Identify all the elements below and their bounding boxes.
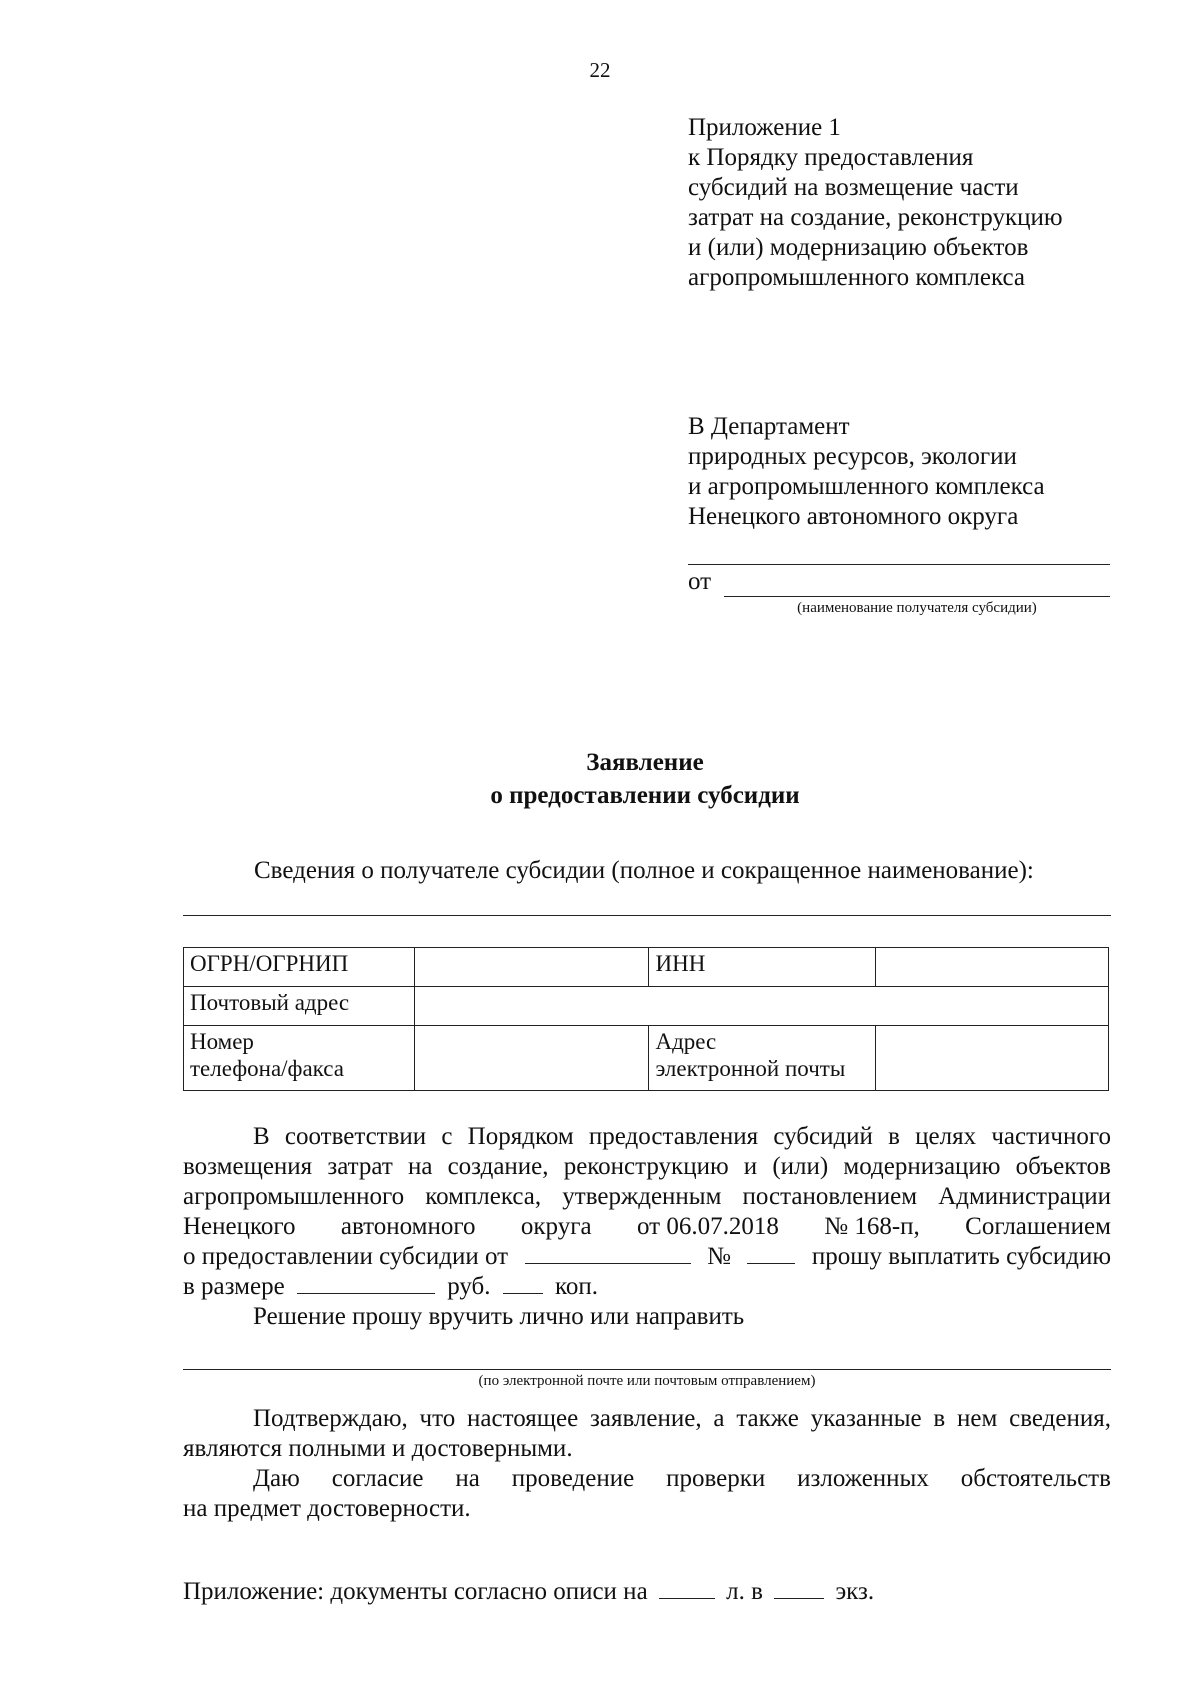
recipient-info-label: Сведения о получателе субсидии (полное и сокращенное наименование):	[254, 857, 1034, 884]
body-line: Подтверждаю, что настоящее заявление, а также указанные в нем сведения,	[253, 1405, 1111, 1432]
ogrn-field[interactable]	[414, 948, 649, 987]
body-line	[183, 1464, 1111, 1494]
body-line: на предмет достоверности.	[183, 1495, 471, 1522]
attachment-line	[183, 1577, 1111, 1607]
addressee-line: Ненецкого автономного округа	[688, 503, 1019, 530]
document-subtitle: о предоставлении субсидии	[490, 782, 800, 809]
addressee-blank-line[interactable]	[688, 564, 1110, 565]
from-label: от	[688, 568, 712, 595]
copies-label: экз.	[835, 1578, 875, 1605]
request-paragraph	[183, 1122, 1111, 1332]
body-word: Соглашением	[965, 1213, 1111, 1240]
appendix-line: Приложение 1	[688, 114, 841, 141]
body-word: проверки	[666, 1465, 766, 1492]
email-field[interactable]	[876, 1026, 1109, 1091]
postal-address-field[interactable]	[414, 987, 1108, 1026]
appendix-line: затрат на создание, реконструкцию	[688, 204, 1063, 231]
confirmation-paragraph	[183, 1404, 1111, 1524]
addressee-line: и агропромышленного комплекса	[688, 473, 1045, 500]
phone-fax-label	[184, 1026, 415, 1091]
document-title: Заявление	[586, 749, 704, 776]
email-label-line: Адрес	[655, 1029, 717, 1054]
inn-field[interactable]	[876, 948, 1109, 987]
email-label	[649, 1026, 876, 1091]
body-line	[183, 1212, 1111, 1242]
body-word: согласие	[331, 1465, 424, 1492]
body-word: проведение	[511, 1465, 635, 1492]
body-line: агропромышленного комплекса, утвержденным постановлением Администрации	[183, 1183, 1111, 1210]
body-word: округа	[520, 1213, 592, 1240]
body-line: В соответствии с Порядком предоставления субсидий в целях частичного	[253, 1123, 1111, 1150]
agreement-number-field[interactable]	[747, 1243, 795, 1264]
recipient-info-table	[183, 947, 1109, 1091]
body-line	[183, 1242, 1111, 1272]
appendix-line: к Порядку предоставления	[688, 144, 974, 171]
body-word: на	[455, 1465, 480, 1492]
resolution-number: № 168-п,	[824, 1213, 920, 1240]
phone-label-line: телефона/факса	[190, 1056, 344, 1081]
postal-address-label: Почтовый адрес	[184, 987, 415, 1026]
body-word: автономного	[340, 1213, 476, 1240]
ogrn-label: ОГРН/ОГРНИП	[184, 948, 415, 987]
body-word: Даю	[253, 1465, 300, 1492]
body-line: являются полными и достоверными.	[183, 1435, 573, 1462]
appendix-line: субсидий на возмещение части	[688, 174, 1019, 201]
page-number: 22	[589, 58, 611, 82]
addressee-line: В Департамент	[688, 413, 850, 440]
rubles-label: руб.	[447, 1273, 491, 1300]
body-text: о предоставлении субсидии от	[183, 1243, 509, 1270]
addressee-line: природных ресурсов, экологии	[688, 443, 1017, 470]
body-text: прошу выплатить субсидию	[811, 1243, 1111, 1270]
kopecks-label: коп.	[555, 1273, 599, 1300]
email-label-line: электронной почты	[655, 1056, 846, 1081]
decision-label: Решение прошу вручить лично или направить	[253, 1303, 745, 1330]
attachment-text: Приложение: документы согласно описи на	[183, 1578, 648, 1605]
resolution-date: от 06.07.2018	[636, 1213, 779, 1240]
phone-fax-field[interactable]	[414, 1026, 649, 1091]
body-line	[183, 1272, 1111, 1302]
delivery-method-caption: (по электронной почте или почтовым отправлением)	[478, 1373, 816, 1389]
amount-kopecks-field[interactable]	[503, 1273, 543, 1294]
appendix-line: агропромышленного комплекса	[688, 264, 1026, 291]
delivery-method-field[interactable]	[183, 1369, 1111, 1370]
table-row	[184, 1026, 1109, 1091]
sheets-count-field[interactable]	[659, 1578, 715, 1599]
inn-label: ИНН	[649, 948, 876, 987]
agreement-date-field[interactable]	[525, 1243, 691, 1264]
addressee-block	[688, 412, 1045, 532]
number-sign: №	[707, 1243, 731, 1270]
amount-rubles-field[interactable]	[297, 1273, 435, 1294]
appendix-header	[688, 113, 1063, 293]
recipient-name-line[interactable]	[183, 915, 1111, 916]
body-word: обстоятельств	[960, 1465, 1111, 1492]
appendix-line: и (или) модернизацию объектов	[688, 234, 1029, 261]
copies-count-field[interactable]	[774, 1578, 824, 1599]
phone-label-line: Номер	[190, 1029, 254, 1054]
body-line: возмещения затрат на создание, реконструкцию и (или) модернизацию объектов	[183, 1153, 1111, 1180]
table-row	[184, 948, 1109, 987]
body-line	[183, 1577, 1111, 1607]
body-word: изложенных	[797, 1465, 929, 1492]
body-text: в размере	[183, 1273, 285, 1300]
sheets-label: л. в	[726, 1578, 763, 1605]
recipient-name-caption: (наименование получателя субсидии)	[797, 600, 1037, 616]
table-row	[184, 987, 1109, 1026]
recipient-name-field[interactable]	[724, 596, 1110, 597]
body-word: Ненецкого	[183, 1213, 296, 1240]
